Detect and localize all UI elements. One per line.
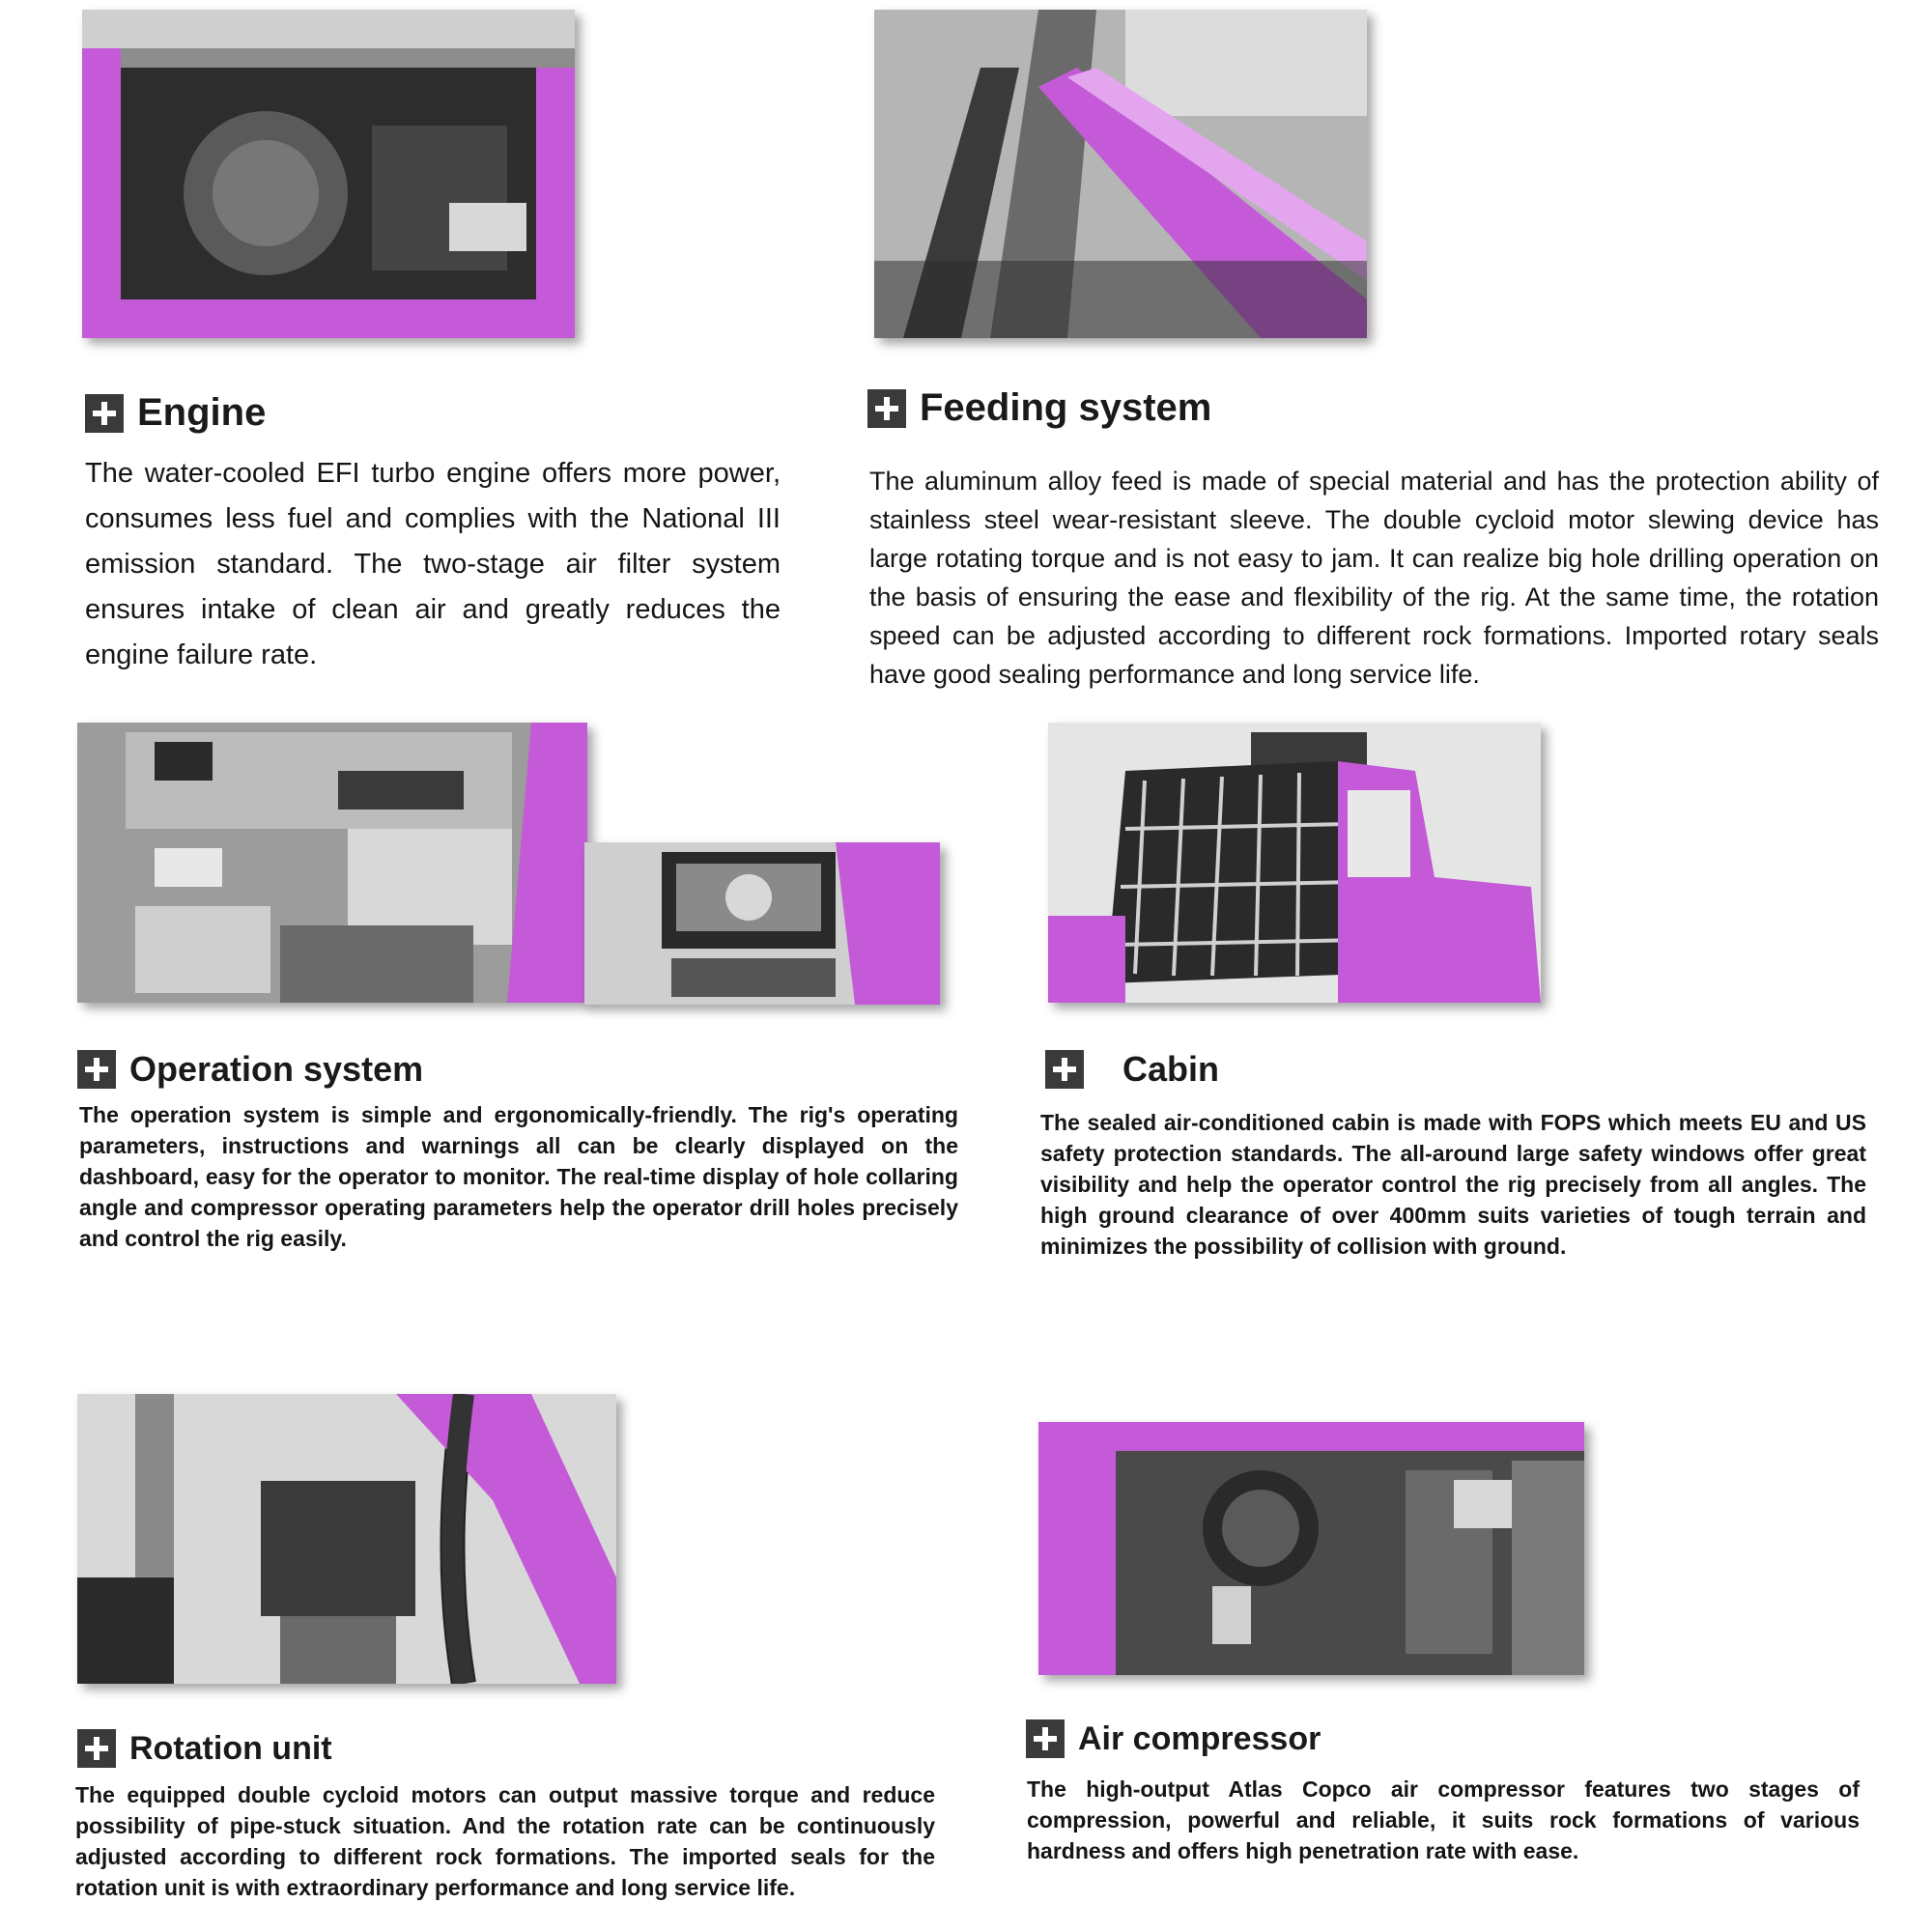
rotation-unit-heading [77,1729,332,1768]
cabin-description: The sealed air-conditioned cabin is made with FOPS which meets EU and US safety protection standards. The all-around large safety windows offer great visibility and help the operator control the rig precisely from all angles. The high ground clearance of over 400mm suits varieties of tough terrain and minimizes the possibility of collision with ground. [1040,1110,1866,1259]
engine-photo [82,10,575,338]
feeding-system-photo [874,10,1367,338]
operation-system-description: The operation system is simple and ergonomically-friendly. The rig's operating parameters, instructions and warnings all can be clearly displayed on the dashboard, easy for the operator to monitor. The real-time display of hole collaring angle and compressor operating parameters help the operator drill holes precisely and control the rig easily. [79,1102,958,1251]
feeding-system-heading [867,386,1211,430]
plus-icon [85,394,124,433]
plus-icon [867,389,906,428]
cabin-photo [1048,723,1541,1003]
air-compressor-description: The high-output Atlas Copco air compressor features two stages of compression, powerful and reliable, it suits rock formations of various hardness and offers high penetration rate with ease. [1027,1776,1860,1863]
engine-title: Engine [137,391,267,434]
rotation-unit-title: Rotation unit [129,1729,332,1767]
feeding-system-description: The aluminum alloy feed is made of special material and has the protection ability of stainless steel wear-resistant sleeve. The double cycloid motor slewing device has large rotating torque and is not easy to jam. It can realize big hole drilling operation on the basis of ensuring the ease and flexibility of the rig. At the same time, the rotation speed can be adjusted according to different rock formations. Imported rotary seals have good sealing performance and long service life. [869,467,1879,689]
engine-heading [85,391,266,435]
rotation-unit-description: The equipped double cycloid motors can output massive torque and reduce possibility of pipe-stuck situation. And the rotation rate can be continuously adjusted according to different rock formations. The imported seals for the rotation unit is with extraordinary performance and long service life. [75,1782,935,1900]
operation-system-heading [77,1049,423,1090]
cabin-heading [1045,1049,1219,1090]
plus-icon [1045,1050,1084,1089]
air-compressor-photo [1038,1422,1584,1675]
plus-icon [77,1050,116,1089]
operation-system-title: Operation system [129,1049,424,1089]
rotation-unit-photo [77,1394,616,1684]
cabin-title: Cabin [1122,1049,1220,1089]
air-compressor-heading [1026,1719,1321,1758]
air-compressor-title: Air compressor [1078,1719,1321,1757]
operation-system-photo [77,723,587,1003]
feeding-system-title: Feeding system [920,386,1212,429]
plus-icon [1026,1719,1065,1758]
engine-description: The water-cooled EFI turbo engine offers more power, consumes less fuel and complies with the National III emission standard. The two-stage air filter system ensures intake of clean air and greatly reduces the engine failure rate. [85,458,781,670]
dashboard-photo [584,842,940,1005]
plus-icon [77,1729,116,1768]
